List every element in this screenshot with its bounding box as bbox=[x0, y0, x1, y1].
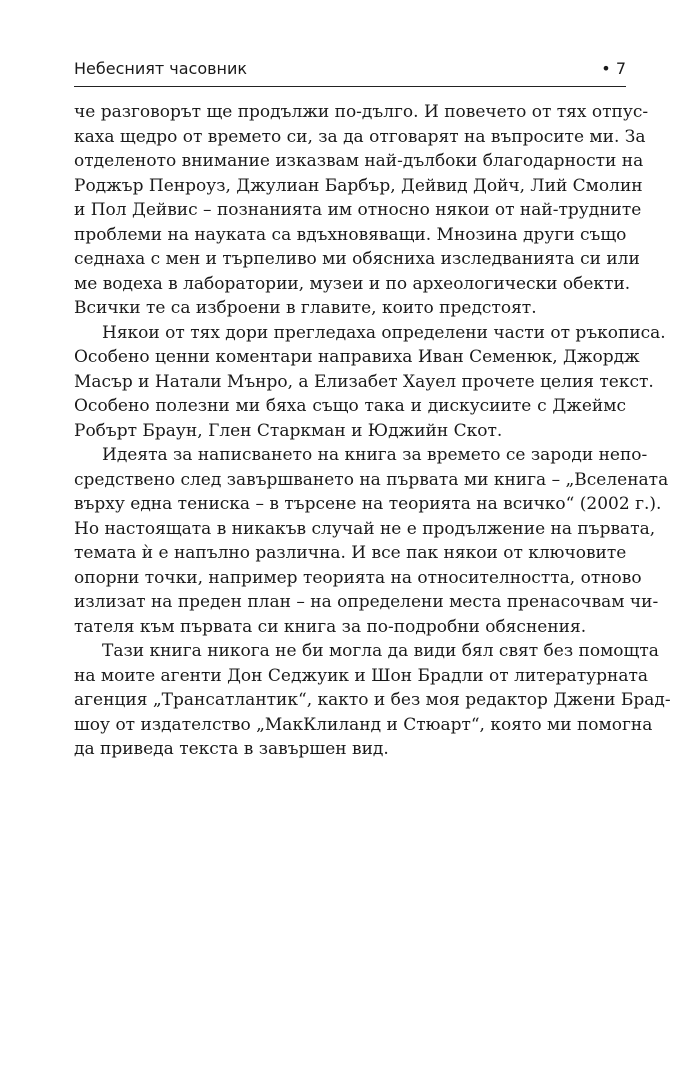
text-line: агенция „Трансатлантик“, както и без моя редактор Джени Брад- bbox=[74, 690, 671, 710]
text-line: да приведа текста в завършен вид. bbox=[74, 739, 389, 759]
text-line: опорни точки, например теорията на относителността, отново bbox=[74, 567, 642, 588]
paragraph bbox=[74, 443, 669, 639]
text-line: върху една тениска – в търсене на теорията на всичко“ (2002 г.). bbox=[74, 494, 662, 514]
text-line: Особено ценни коментари направиха Иван Семенюк, Джордж bbox=[74, 347, 640, 367]
text-line: Роджър Пенроуз, Джулиан Барбър, Дейвид Дойч, Лий Смолин bbox=[74, 175, 643, 196]
text-line: тателя към първата си книга за по-подробни обяснения. bbox=[74, 616, 587, 637]
text-line: Тази книга никога не би могла да види бял свят без помощта bbox=[102, 641, 659, 661]
text-line: средствено след завършването на първата ми книга – „Вселената bbox=[74, 469, 669, 490]
text-line: Робърт Браун, Глен Старкман и Юджийн Скот. bbox=[74, 420, 503, 441]
body-text bbox=[74, 100, 671, 762]
text-line: каха щедро от времето си, за да отговарят на въпросите ми. За bbox=[74, 126, 646, 147]
text-line: шоу от издателство „МакКлиланд и Стюарт“, която ми помогна bbox=[74, 714, 653, 735]
text-line: ме водеха в лаборатории, музеи и по археологически обекти. bbox=[74, 273, 631, 294]
text-line: Особено полезни ми бяха също така и дискусиите с Джеймс bbox=[74, 396, 626, 416]
text-line: отделеното внимание изказвам най-дълбоки благодарности на bbox=[74, 151, 644, 171]
text-line: темата ѝ е напълно различна. И все пак някои от ключовите bbox=[74, 543, 627, 563]
text-line: на моите агенти Дон Седжуик и Шон Брадли от литературната bbox=[74, 665, 648, 686]
text-line: Но настоящата в никакъв случай не е продължение на първата, bbox=[74, 518, 656, 539]
running-title: Небесният часовник bbox=[74, 59, 248, 78]
paragraph bbox=[74, 639, 671, 762]
paragraph bbox=[74, 321, 666, 444]
header-rule bbox=[74, 86, 626, 87]
text-line: Някои от тях дори прегледаха определени части от ръкописа. bbox=[102, 322, 666, 343]
text-line: че разговорът ще продължи по-дълго. И повечето от тях отпус- bbox=[74, 102, 649, 122]
page-number: • 7 bbox=[601, 59, 626, 78]
text-line: излизат на преден план – на определени места пренасочвам чи- bbox=[74, 592, 659, 612]
text-line: Идеята за написването на книга за времето се зароди непо- bbox=[102, 445, 648, 465]
text-line: Масър и Натали Мънро, а Елизабет Хауел прочете целия текст. bbox=[74, 371, 654, 392]
text-line: Всички те са изброени в главите, които предстоят. bbox=[74, 298, 537, 318]
running-header bbox=[74, 57, 626, 81]
text-line: и Пол Дейвис – познанията им относно някои от най-трудните bbox=[74, 200, 642, 220]
text-line: седнаха с мен и търпеливо ми обясниха изследванията си или bbox=[74, 249, 640, 269]
paragraph bbox=[74, 100, 649, 321]
text-line: проблеми на науката са вдъхновяващи. Мнозина други също bbox=[74, 224, 627, 245]
